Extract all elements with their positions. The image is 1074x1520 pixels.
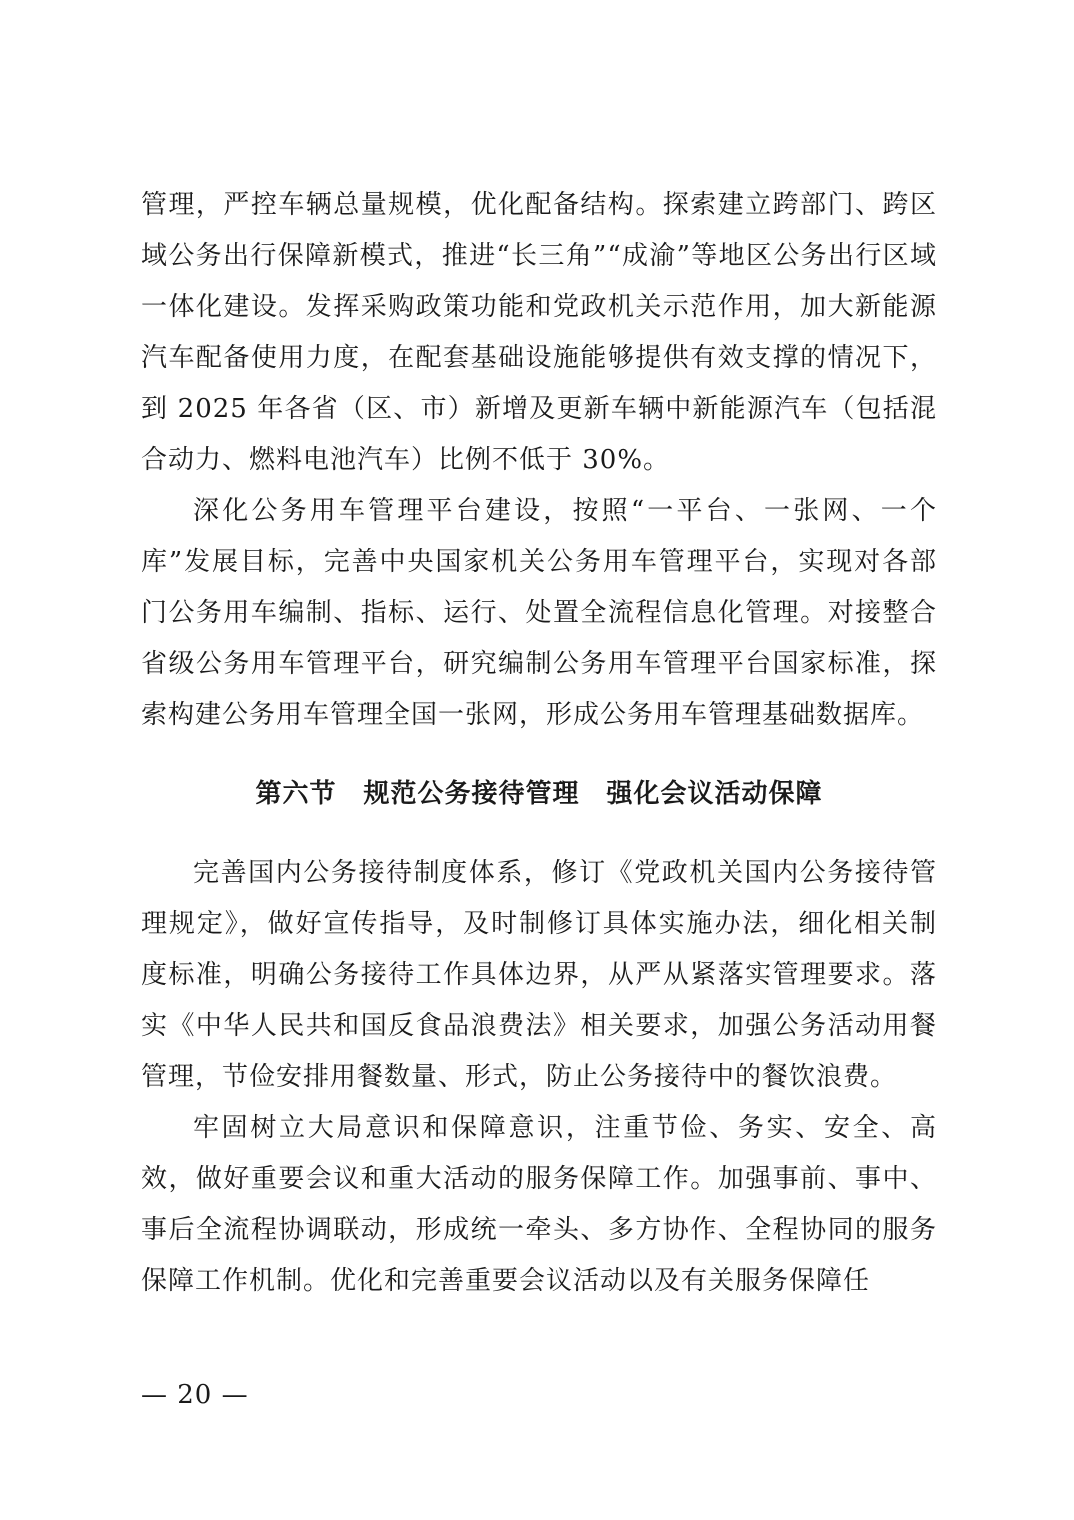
page-number: — 20 —: [141, 1380, 249, 1410]
paragraph-reception-system: 完善国内公务接待制度体系，修订《党政机关国内公务接待管理规定》，做好宣传指导，及时制修订具体实施办法，细化相关制度标准，明确公务接待工作具体边界，从严从紧落实管理要求。落实《中华人民共和国反食品浪费法》相关要求，加强公务活动用餐管理，节俭安排用餐数量、形式，防止公务接待中的餐饮浪费。: [141, 858, 937, 1092]
paragraph-meeting-support: 牢固树立大局意识和保障意识，注重节俭、务实、安全、高效，做好重要会议和重大活动的服务保障工作。加强事前、事中、事后全流程协调联动，形成统一牵头、多方协作、全程协同的服务保障工作机制。优化和完善重要会议活动以及有关服务保障任: [141, 1113, 937, 1296]
paragraph-vehicle-platform: 深化公务用车管理平台建设，按照“一平台、一张网、一个库”发展目标，完善中央国家机关公务用车管理平台，实现对各部门公务用车编制、指标、运行、处置全流程信息化管理。对接整合省级公务用车管理平台，研究编制公务用车管理平台国家标准，探索构建公务用车管理全国一张网，形成公务用车管理基础数据库。: [141, 496, 937, 730]
section-heading: 第六节 规范公务接待管理 强化会议活动保障: [255, 779, 823, 809]
document-body: [141, 180, 937, 1307]
paragraph-vehicle-management: 管理，严控车辆总量规模，优化配备结构。探索建立跨部门、跨区域公务出行保障新模式，推进“长三角”“成渝”等地区公务出行区域一体化建设。发挥采购政策功能和党政机关示范作用，加大新能源汽车配备使用力度，在配套基础设施能够提供有效支撑的情况下，到 2025 年各省（区、市）新增及更新车辆中新能源汽车（包括混合动力、燃料电池汽车）比例不低于 30%。: [141, 190, 937, 475]
